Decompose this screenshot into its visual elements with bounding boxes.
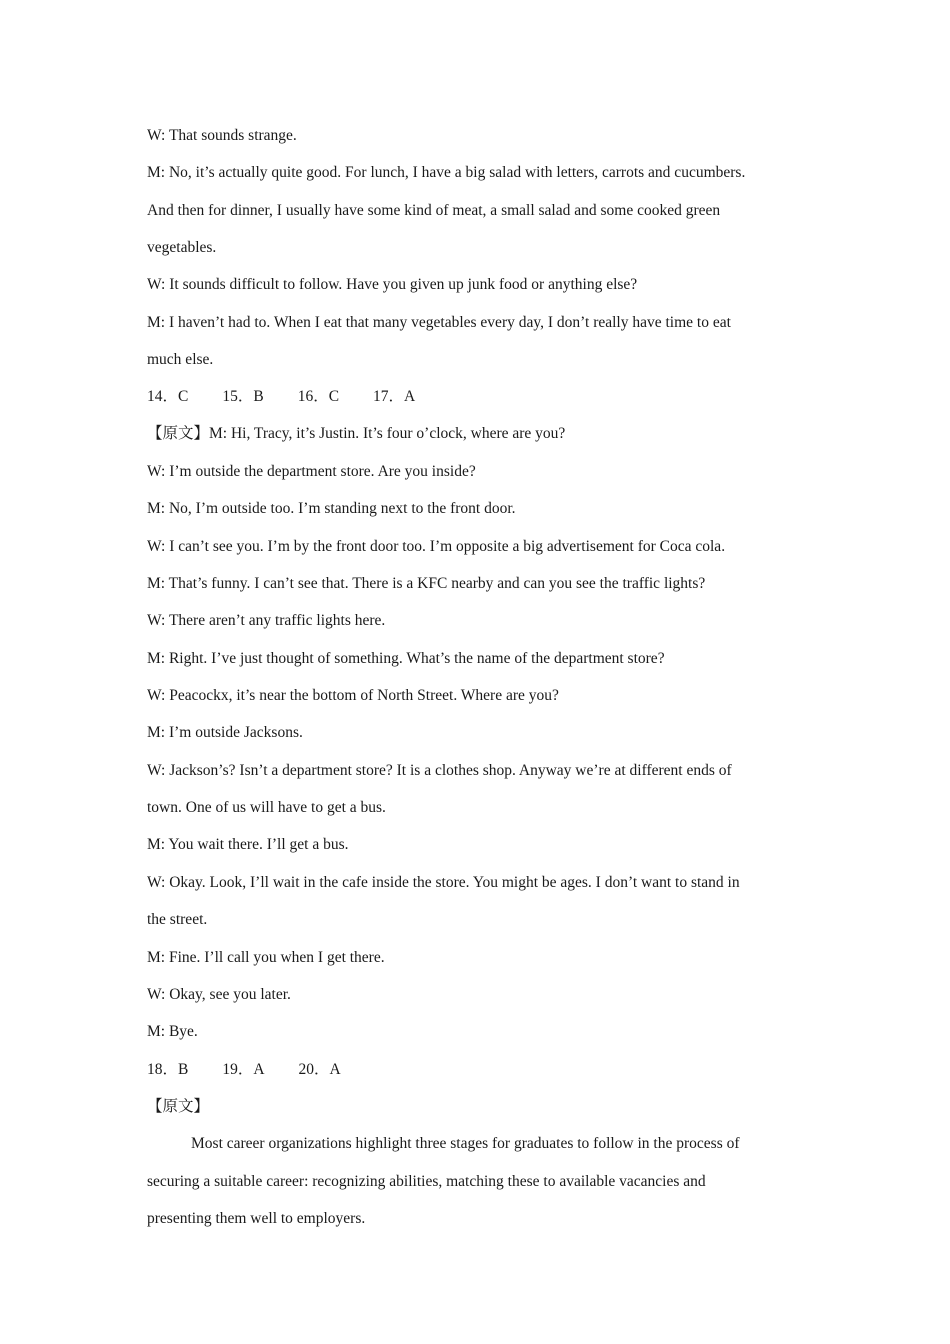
answer-14: 14．C: [147, 388, 189, 405]
dialogue-line: M: Bye.: [147, 1023, 198, 1040]
dialogue-line: W: It sounds difficult to follow. Have you given up junk food or anything else?: [147, 276, 638, 293]
answer-key-18-20: [147, 1060, 341, 1080]
dialogue-line: much else.: [147, 351, 214, 368]
answer-17: 17．A: [373, 388, 416, 405]
dialogue-line: W: There aren’t any traffic lights here.: [147, 612, 386, 629]
dialogue-line: vegetables.: [147, 239, 217, 256]
dialogue-line: W: Jackson’s? Isn’t a department store? It is a clothes shop. Anyway we’re at different ends of: [147, 762, 732, 779]
dialogue-line: M: I’m outside Jacksons.: [147, 724, 303, 741]
dialogue-line: W: Okay, see you later.: [147, 986, 291, 1003]
answer-18: 18．B: [147, 1061, 189, 1078]
answer-19: 19．A: [222, 1061, 265, 1078]
dialogue-line: the street.: [147, 911, 208, 928]
dialogue-line: M: No, I’m outside too. I’m standing next to the front door.: [147, 500, 516, 517]
paragraph-line: presenting them well to employers.: [147, 1210, 366, 1227]
dialogue-line: W: I can’t see you. I’m by the front door too. I’m opposite a big advertisement for Coca cola.: [147, 538, 726, 555]
dialogue-line: M: Right. I’ve just thought of something. What’s the name of the department store?: [147, 650, 665, 667]
paragraph-line: securing a suitable career: recognizing abilities, matching these to available vacancies and: [147, 1173, 706, 1190]
transcript-heading: 【原文】: [147, 1098, 210, 1115]
dialogue-line: M: No, it’s actually quite good. For lunch, I have a big salad with letters, carrots and cucumbers.: [147, 164, 746, 181]
answer-20: 20．A: [298, 1061, 341, 1078]
dialogue-line: M: I haven’t had to. When I eat that many vegetables every day, I don’t really have time to eat: [147, 314, 731, 331]
dialogue-line: W: I’m outside the department store. Are you inside?: [147, 463, 476, 480]
answer-key-14-17: [147, 387, 415, 407]
dialogue-line: M: That’s funny. I can’t see that. There is a KFC nearby and can you see the traffic lights?: [147, 575, 706, 592]
transcript-start: 【原文】M: Hi, Tracy, it’s Justin. It’s four o’clock, where are you?: [147, 425, 566, 442]
paragraph-line: Most career organizations highlight three stages for graduates to follow in the process of: [191, 1135, 740, 1152]
answer-16: 16．C: [297, 388, 340, 405]
dialogue-line: W: Peacockx, it’s near the bottom of North Street. Where are you?: [147, 687, 559, 704]
dialogue-line: W: That sounds strange.: [147, 127, 297, 144]
dialogue-line: town. One of us will have to get a bus.: [147, 799, 386, 816]
dialogue-line: And then for dinner, I usually have some kind of meat, a small salad and some cooked green: [147, 202, 721, 219]
dialogue-line: M: You wait there. I’ll get a bus.: [147, 836, 349, 853]
answer-15: 15．B: [222, 388, 264, 405]
dialogue-line: M: Fine. I’ll call you when I get there.: [147, 949, 385, 966]
dialogue-line: W: Okay. Look, I’ll wait in the cafe inside the store. You might be ages. I don’t want to stand in: [147, 874, 740, 891]
